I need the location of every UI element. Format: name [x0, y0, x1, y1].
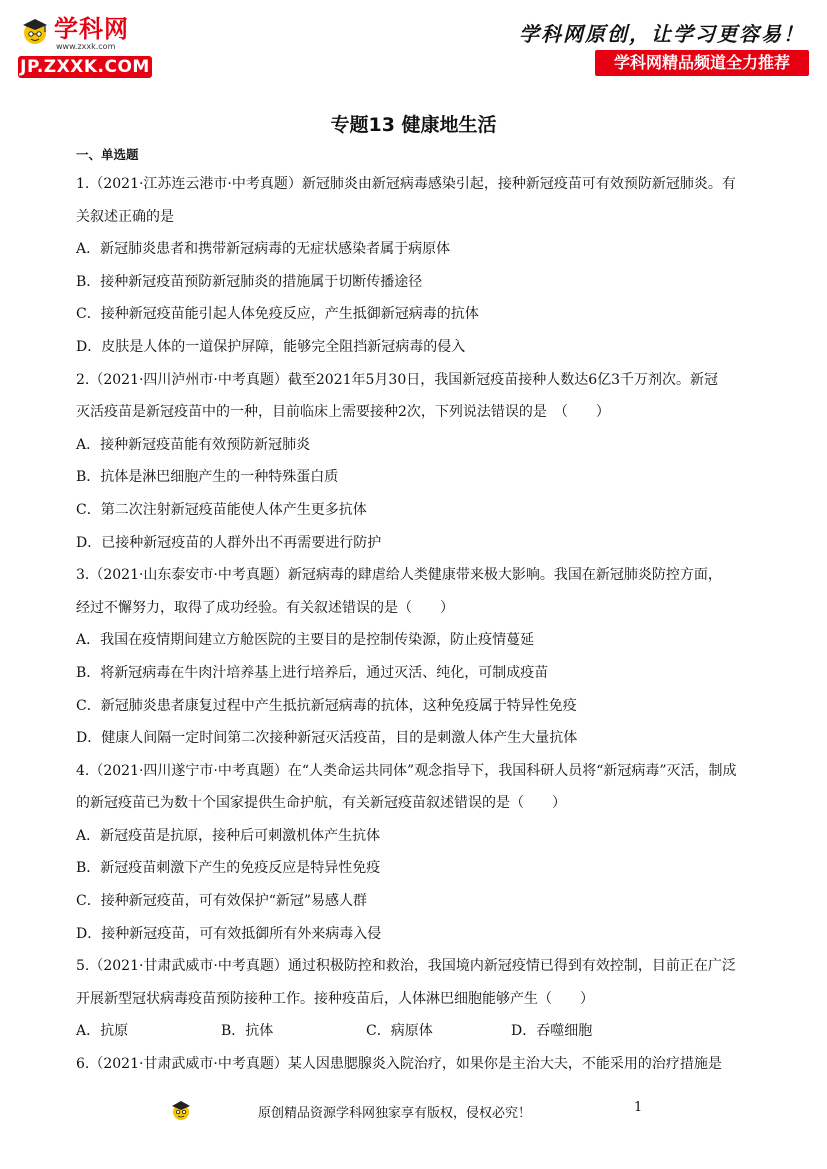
options-row	[76, 1015, 756, 1048]
text-line: 关叙述正确的是	[76, 208, 174, 225]
option-line: A．我国在疫情期间建立方舱医院的主要目的是控制传染源，防止疫情蔓延	[76, 632, 535, 649]
option-line: D．皮肤是人体的一道保护屏障，能够完全阻挡新冠病毒的侵入	[76, 338, 466, 355]
option-line: A．新冠肺炎患者和携带新冠病毒的无症状感染者属于病原体	[76, 241, 451, 258]
option-b: B．抗体	[221, 1023, 274, 1040]
document-content	[76, 142, 756, 1081]
mascot-icon	[20, 16, 50, 46]
option-d: D．吞噬细胞	[511, 1023, 593, 1040]
logo-url: www.zxxk.com	[56, 42, 116, 51]
option-line: D．接种新冠疫苗，可有效抵御所有外来病毒入侵	[76, 925, 382, 942]
option-c: C．病原体	[366, 1023, 433, 1040]
site-logo[interactable]	[18, 14, 158, 80]
page-footer	[0, 1098, 827, 1124]
logo-text: 学科网	[54, 15, 129, 43]
option-line: C．接种新冠疫苗能引起人体免疫反应，产生抵御新冠病毒的抗体	[76, 306, 479, 323]
option-line: A．新冠疫苗是抗原，接种后可刺激机体产生抗体	[76, 827, 381, 844]
text-line: 1.（2021·江苏连云港市·中考真题）新冠肺炎由新冠病毒感染引起，接种新冠疫苗可有效预防新冠肺炎。有	[76, 176, 736, 192]
document-title: 专题13 健康地生活	[330, 114, 497, 136]
mascot-icon	[170, 1098, 192, 1122]
text-line: 4.（2021·四川遂宁市·中考真题）在“人类命运共同体”观念指导下，我国科研人员将“新冠病毒”灭活，制成	[76, 762, 737, 779]
option-line: B．新冠疫苗刺激下产生的免疫反应是特异性免疫	[76, 860, 381, 877]
text-line: 开展新型冠状病毒疫苗预防接种工作。接种疫苗后，人体淋巴细胞能够产生（ ）	[76, 990, 594, 1007]
text-line: 6.（2021·甘肃武威市·中考真题）某人因患腮腺炎入院治疗，如果你是主治大夫，不能采用的治疗措施是	[76, 1056, 722, 1073]
option-line: B．将新冠病毒在牛肉汁培养基上进行培养后，通过灭活、纯化，可制成疫苗	[76, 664, 549, 681]
option-line: A．接种新冠疫苗能有效预防新冠肺炎	[76, 436, 311, 453]
text-line: 的新冠疫苗已为数十个国家提供生命护航，有关新冠疫苗叙述错误的是（ ）	[76, 795, 566, 812]
text-line: 3.（2021·山东泰安市·中考真题）新冠病毒的肆虐给人类健康带来极大影响。我国在新冠肺炎防控方面，	[76, 567, 722, 584]
channel-banner[interactable]: 学科网精品频道全力推荐	[595, 50, 809, 76]
option-line: C．第二次注射新冠疫苗能使人体产生更多抗体	[76, 501, 367, 518]
text-line: 2.（2021·四川泸州市·中考真题）截至2021年5月30日，我国新冠疫苗接种人数达6亿3千万剂次。新冠	[76, 371, 719, 388]
option-line: B．抗体是淋巴细胞产生的一种特殊蛋白质	[76, 469, 339, 486]
header-slogan: 学科网原创，让学习更容易！	[519, 22, 805, 46]
option-line: C．接种新冠疫苗，可有效保护“新冠”易感人群	[76, 893, 368, 910]
option-a: A．抗原	[76, 1023, 129, 1040]
text-line: 5.（2021·甘肃武威市·中考真题）通过积极防控和救治，我国境内新冠疫情已得到有效控制，目前正在广泛	[76, 958, 736, 975]
option-line: D．已接种新冠疫苗的人群外出不再需要进行防护	[76, 534, 382, 551]
section-heading: 一、单选题	[76, 147, 139, 162]
option-line: D．健康人间隔一定时间第二次接种新冠灭活疫苗，目的是刺激人体产生大量抗体	[76, 730, 578, 747]
page-number: 1	[634, 1100, 643, 1115]
text-line: 灭活疫苗是新冠疫苗中的一种，目前临床上需要接种2次，下列说法错误的是 （ ）	[76, 404, 610, 421]
option-line: C．新冠肺炎患者康复过程中产生抵抗新冠病毒的抗体，这种免疫属于特异性免疫	[76, 697, 577, 714]
footer-copyright: 原创精品资源学科网独家享有版权，侵权必究！	[258, 1106, 532, 1121]
text-line: 经过不懈努力，取得了成功经验。有关叙述错误的是（ ）	[76, 599, 454, 616]
logo-badge: JP.ZXXK.COM	[18, 56, 152, 78]
option-line: B．接种新冠疫苗预防新冠肺炎的措施属于切断传播途径	[76, 273, 423, 290]
